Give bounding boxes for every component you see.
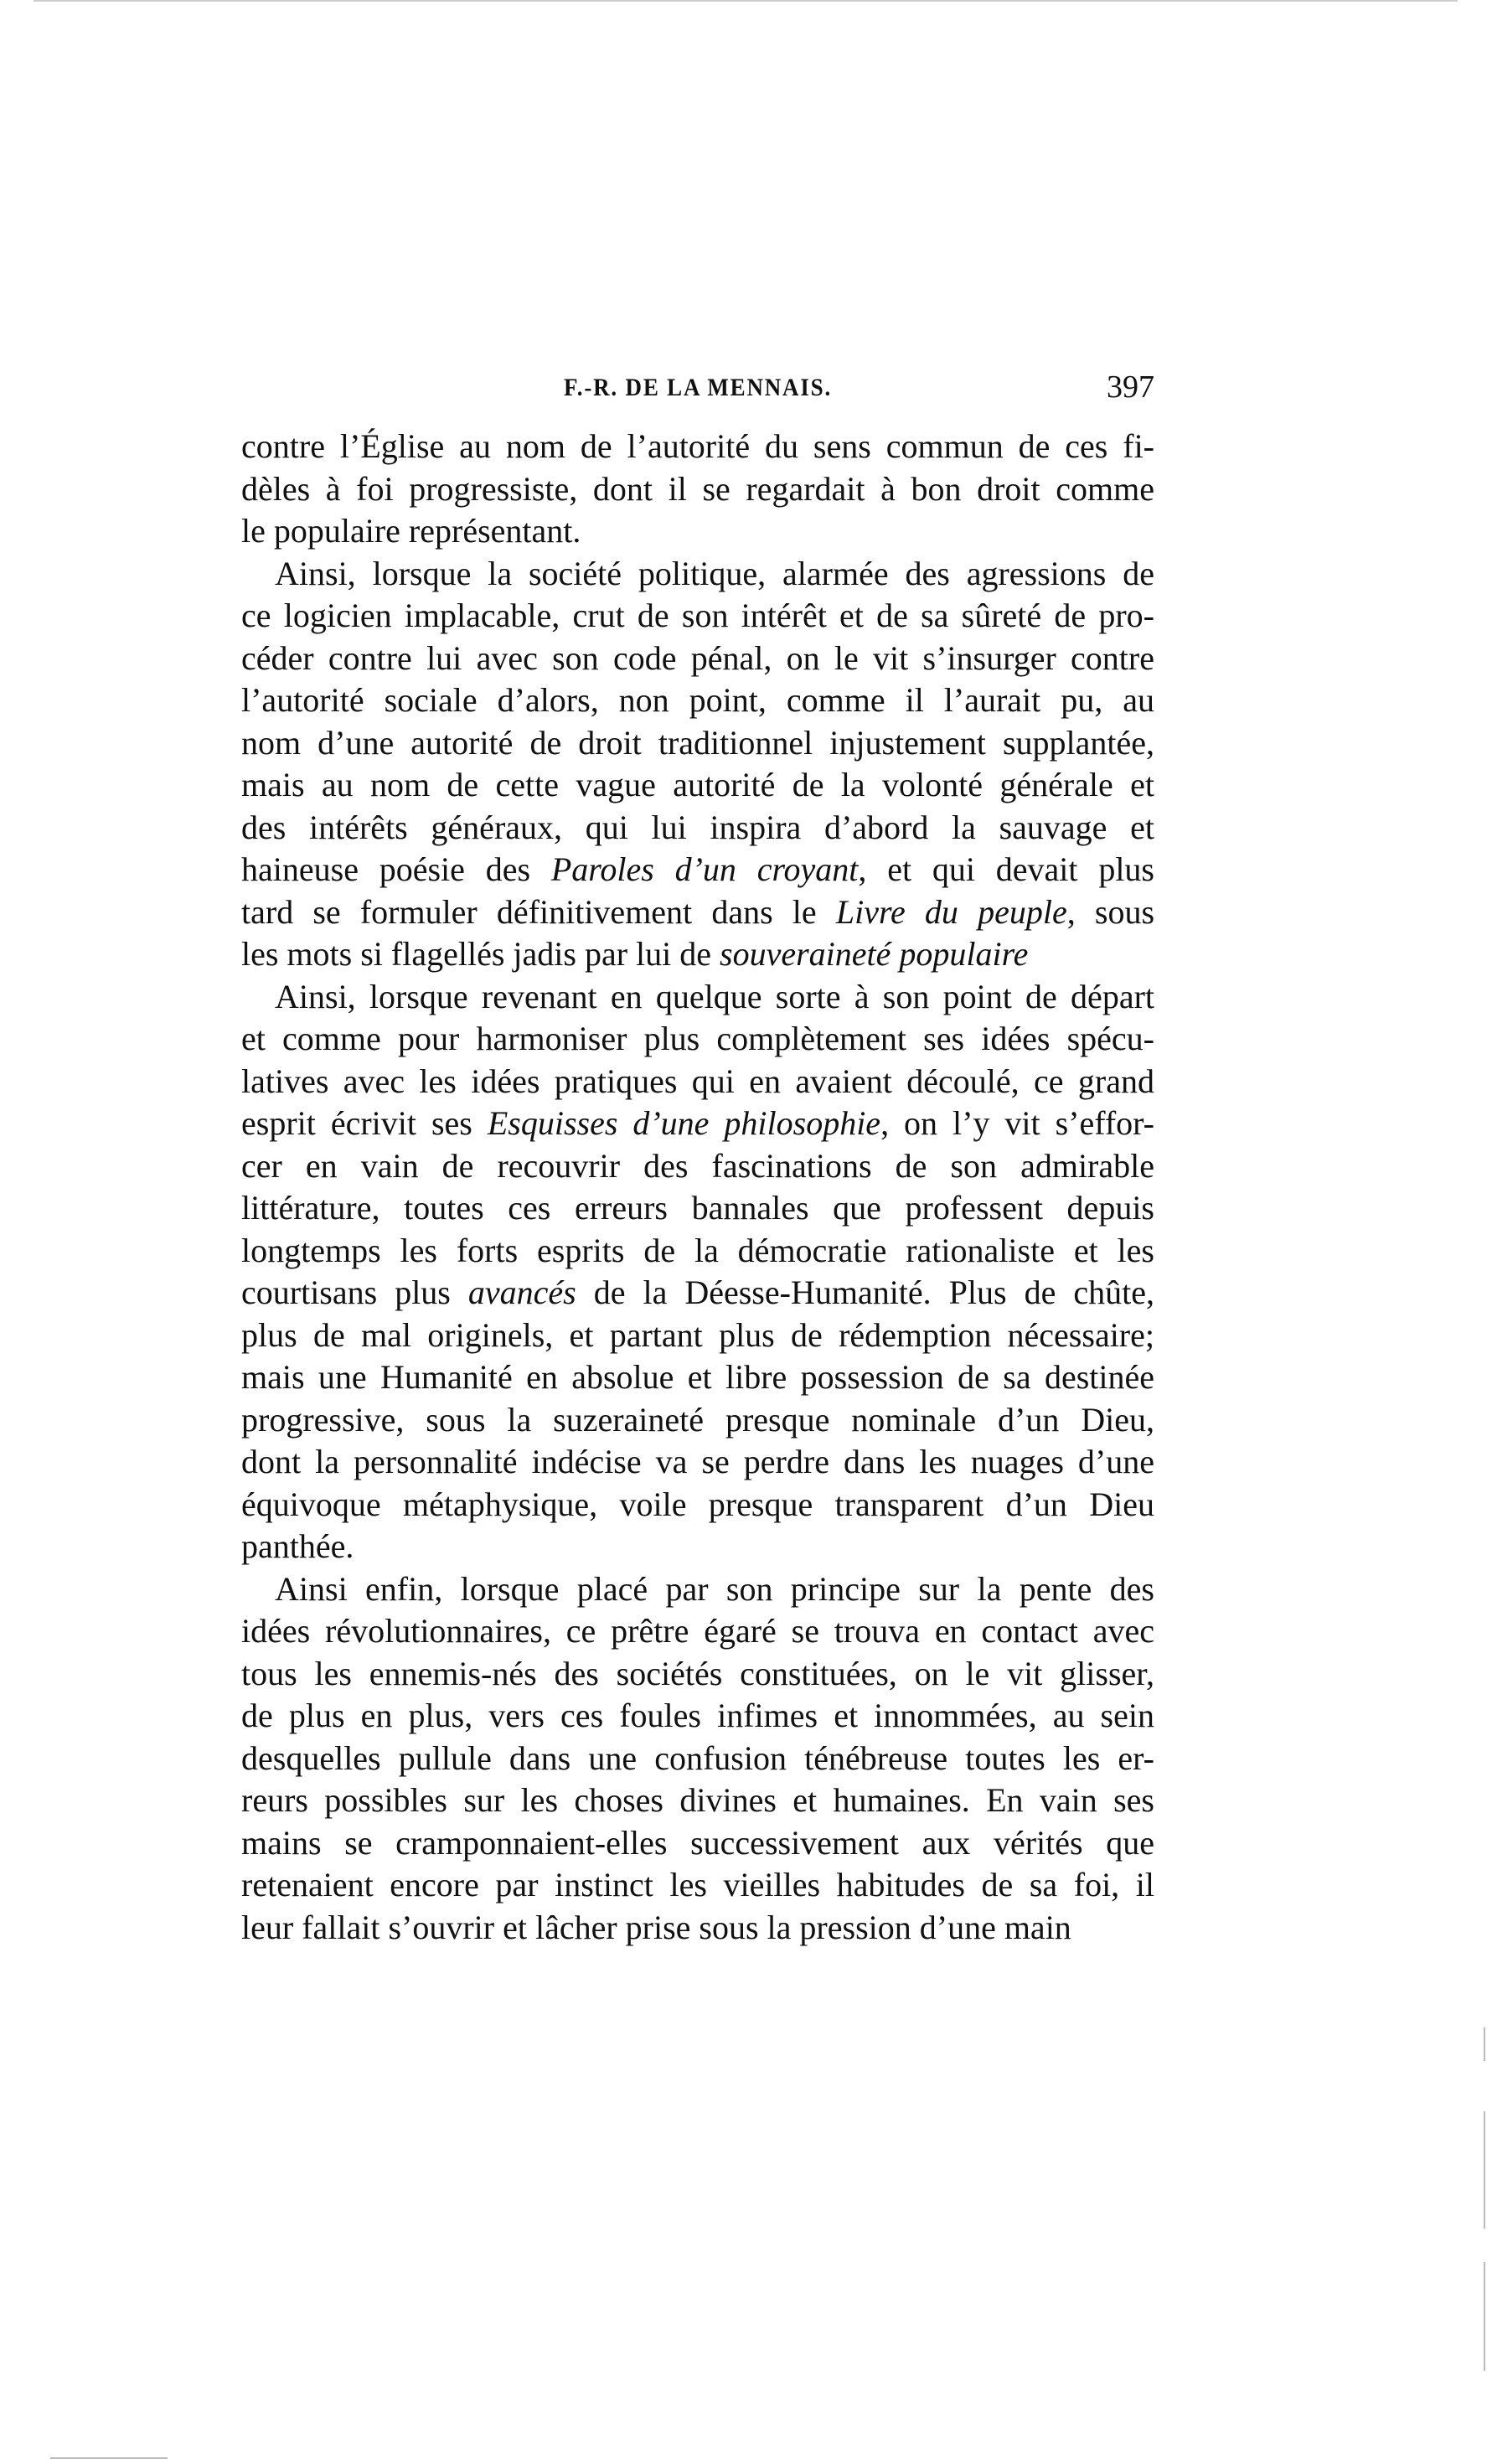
paragraph	[241, 553, 1154, 976]
text-line: ce logicien implacable, crut de son intérêt et de sa sûreté de pro-	[241, 597, 1154, 634]
text-line: et comme pour harmoniser plus complètement ses idées spécu-	[241, 1020, 1154, 1057]
scan-edge-mark	[1484, 2028, 1485, 2061]
page-number: 397	[1107, 369, 1154, 405]
text-line: dèles à foi progressiste, dont il se regardait à bon droit comme	[241, 469, 1154, 508]
text-line: courtisans plus avancés de la Déesse-Humanité. Plus de chûte,	[241, 1273, 1154, 1311]
text-line: l’autorité sociale d’alors, non point, comme il l’aurait pu, au	[241, 681, 1154, 719]
text-line: leur fallait s’ouvrir et lâcher prise sous la pression d’une main	[241, 1908, 1071, 1946]
running-title: F.-R. DE LA MENNAIS.	[563, 374, 833, 401]
text-line: le populaire représentant.	[241, 512, 581, 550]
text-line: Ainsi enfin, lorsque placé par son principe sur la pente des	[275, 1569, 1154, 1608]
scan-top-edge	[34, 0, 1458, 2]
paragraph	[241, 1568, 1154, 1950]
text-line: littérature, toutes ces erreurs bannales que professent depuis	[241, 1189, 1154, 1227]
text-line: progressive, sous la suzeraineté presque nominale d’un Dieu,	[241, 1400, 1154, 1439]
text-line: mains se cramponnaient-elles successivement aux vérités que	[241, 1823, 1154, 1862]
text-line: tous les ennemis-nés des sociétés constituées, on le vit glisser,	[241, 1654, 1154, 1692]
text-line: idées révolutionnaires, ce prêtre égaré se trouva en contact avec	[241, 1612, 1154, 1650]
text-line: haineuse poésie des Paroles d’un croyant, et qui devait plus	[241, 850, 1154, 888]
text-line: latives avec les idées pratiques qui en avaient découlé, ce grand	[241, 1062, 1154, 1100]
italic-title: Livre du peuple	[835, 892, 1067, 931]
page-header	[241, 369, 1154, 416]
text-line: équivoque métaphysique, voile presque transparent d’un Dieu	[241, 1485, 1154, 1523]
text-line: des intérêts généraux, qui lui inspira d’abord la sauvage et	[241, 808, 1154, 846]
text-line: céder contre lui avec son code pénal, on le vit s’insurger contre	[241, 638, 1154, 677]
text-line: reurs possibles sur les choses divines et humaines. En vain ses	[241, 1781, 1154, 1819]
text-line: nom d’une autorité de droit traditionnel injustement supplantée,	[241, 723, 1154, 762]
body-text	[241, 426, 1154, 1949]
italic-title: Esquisses d’une philosophie	[487, 1104, 881, 1142]
text-line: contre l’Église au nom de l’autorité du sens commun de ces fi-	[241, 427, 1154, 465]
paragraph	[241, 426, 1154, 553]
text-line: de plus en plus, vers ces foules infimes et innommées, au sein	[241, 1697, 1154, 1734]
text-line: retenaient encore par instinct les vieilles habitudes de sa foi, il	[241, 1866, 1154, 1904]
scan-bottom-edge	[50, 2457, 168, 2459]
text-line: dont la personnalité indécise va se perdre dans les nuages d’une	[241, 1443, 1154, 1480]
text-line: les mots si flagellés jadis par lui de souveraineté populaire	[241, 935, 1029, 973]
italic-title: Paroles d’un croyant	[550, 850, 859, 888]
text-line: panthée.	[241, 1527, 354, 1565]
italic-title: avancés	[467, 1273, 576, 1311]
text-line: mais au nom de cette vague autorité de la volonté générale et	[241, 766, 1154, 803]
italic-title: souveraineté populaire	[720, 935, 1029, 973]
text-line: mais une Humanité en absolue et libre possession de sa destinée	[241, 1358, 1154, 1396]
text-line: longtemps les forts esprits de la démocratie rationaliste et les	[241, 1231, 1154, 1269]
text-line: plus de mal originels, et partant plus de rédemption nécessaire;	[241, 1315, 1154, 1354]
text-line: cer en vain de recouvrir des fascinations de son admirable	[241, 1146, 1154, 1185]
scan-edge-mark	[1484, 2111, 1485, 2229]
text-line: tard se formuler définitivement dans le Livre du peuple, sous	[241, 892, 1155, 931]
text-line: desquelles pullule dans une confusion ténébreuse toutes les er-	[241, 1738, 1154, 1777]
scan-edge-mark	[1484, 2262, 1485, 2371]
paragraph	[241, 976, 1154, 1568]
text-line: Ainsi, lorsque revenant en quelque sorte à son point de départ	[275, 977, 1154, 1015]
text-line: esprit écrivit ses Esquisses d’une philosophie, on l’y vit s’effor-	[241, 1104, 1155, 1142]
text-line: Ainsi, lorsque la société politique, alarmée des agressions de	[275, 554, 1154, 592]
